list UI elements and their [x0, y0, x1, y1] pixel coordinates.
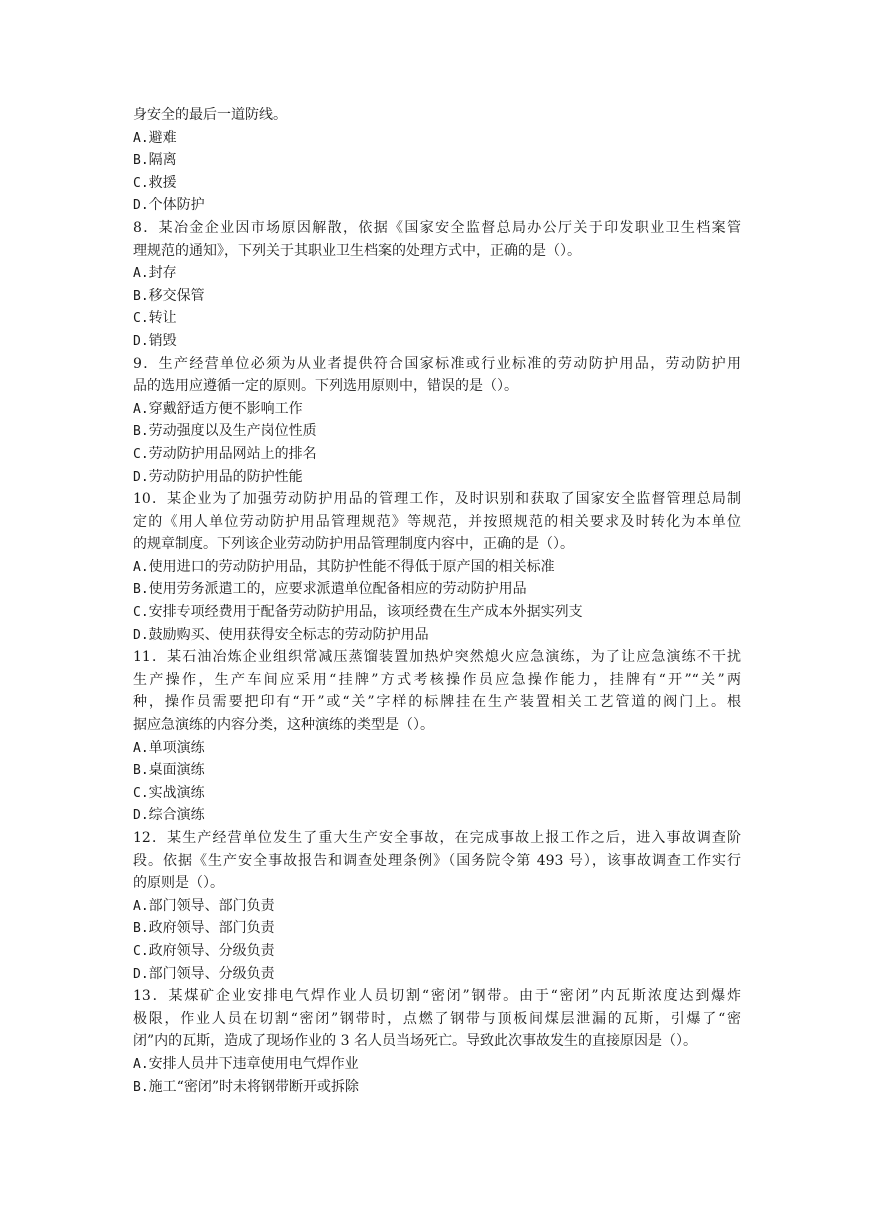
option-letter: B.: [133, 153, 149, 169]
option-d: [133, 624, 741, 647]
document-page: [133, 104, 741, 1098]
question-12: [133, 827, 741, 985]
option-letter: D.: [133, 333, 149, 349]
option-text: 个体防护: [148, 197, 205, 214]
option-letter: A.: [133, 559, 149, 575]
option-letter: A.: [133, 266, 149, 282]
option-letter: A.: [133, 740, 149, 756]
option-text: 部门领导、部门负责: [148, 897, 275, 914]
option-letter: A.: [133, 401, 149, 417]
question-10: [133, 488, 741, 646]
option-d: [133, 466, 741, 489]
option-text: 综合演练: [148, 807, 205, 824]
question-text-line: 生产操作，生产车间应采用“挂牌”方式考核操作员应急操作能力，挂牌有“开”“关”两: [133, 671, 741, 688]
option-letter: B.: [133, 921, 149, 937]
option-text: 安排专项经费用于配备劳动防护用品，该项经费在生产成本外据实列支: [148, 604, 583, 621]
question-13: [133, 985, 741, 1098]
option-c: [133, 443, 741, 466]
option-text: 政府领导、分级负责: [148, 942, 275, 959]
question-9: [133, 353, 741, 489]
option-text: 单项演练: [148, 739, 205, 756]
option-a: [133, 262, 741, 285]
option-letter: C.: [133, 785, 149, 801]
question-text-line: 8．某冶金企业因市场原因解散，依据《国家安全监督总局办公厅关于印发职业卫生档案管: [133, 219, 741, 236]
option-letter: C.: [133, 446, 149, 462]
question-text-line: 9．生产经营单位必须为从业者提供符合国家标准或行业标准的劳动防护用品，劳动防护用: [133, 355, 741, 372]
question-text-line: 13．某煤矿企业安排电气焊作业人员切割“密闭”钢带。由于“密闭”内瓦斯浓度达到爆炸: [133, 988, 741, 1005]
question-text-line: 种，操作员需要把印有“开”或“关”字样的标牌挂在生产装置相关工艺管道的阀门上。根: [133, 694, 741, 711]
question-text-line: 的规章制度。下列该企业劳动防护用品管理制度内容中，正确的是（）。: [133, 536, 574, 553]
question-8: [133, 217, 741, 353]
option-b: [133, 420, 741, 443]
option-text: 劳动防护用品网站上的排名: [148, 445, 317, 462]
option-b: [133, 759, 741, 782]
option-d: [133, 194, 741, 217]
question-text-line: 定的《用人单位劳动防护用品管理规范》等规范，并按照规范的相关要求及时转化为本单位: [133, 513, 741, 530]
option-letter: C.: [133, 605, 149, 621]
option-letter: D.: [133, 469, 149, 485]
option-text: 救援: [148, 174, 177, 191]
option-d: [133, 963, 741, 986]
option-letter: C.: [133, 175, 149, 191]
option-c: [133, 940, 741, 963]
option-b: [133, 149, 741, 172]
option-letter: B.: [133, 288, 149, 304]
question-continuation: [133, 104, 741, 217]
option-letter: C.: [133, 311, 149, 327]
question-text-line: 11．某石油冶炼企业组织常减压蒸馏装置加热炉突然熄火应急演练，为了让应急演练不干扰: [133, 649, 741, 666]
option-text: 封存: [148, 265, 177, 282]
option-d: [133, 804, 741, 827]
question-11: [133, 646, 741, 827]
option-letter: C.: [133, 943, 149, 959]
question-text-line: 极限，作业人员在切割“密闭”钢带时，点燃了钢带与顶板间煤层泄漏的瓦斯，引爆了“密: [133, 1010, 741, 1027]
option-text: 移交保管: [148, 287, 205, 304]
option-a: [133, 556, 741, 579]
option-text: 使用进口的劳动防护用品，其防护性能不得低于原产国的相关标准: [148, 558, 555, 575]
question-text-line: 的原则是（）。: [133, 875, 224, 892]
option-d: [133, 330, 741, 353]
option-letter: D.: [133, 808, 149, 824]
option-text: 政府领导、部门负责: [148, 920, 275, 937]
option-c: [133, 172, 741, 195]
question-text-line: 段。依据《生产安全事故报告和调查处理条例》（国务院令第 493 号），该事故调查工作实行: [133, 852, 741, 869]
option-letter: A.: [133, 130, 149, 146]
option-letter: D.: [133, 966, 149, 982]
option-a: [133, 895, 741, 918]
option-text: 桌面演练: [148, 762, 205, 779]
option-text: 实战演练: [148, 784, 205, 801]
option-text: 销毁: [148, 332, 177, 349]
option-a: [133, 398, 741, 421]
question-text-line: 12．某生产经营单位发生了重大生产安全事故，在完成事故上报工作之后，进入事故调查阶: [133, 830, 741, 846]
option-text: 劳动防护用品的防护性能: [148, 468, 303, 485]
question-text-line: 据应急演练的内容分类，这种演练的类型是（）。: [133, 717, 434, 734]
option-c: [133, 782, 741, 805]
option-a: [133, 127, 741, 150]
option-text: 隔离: [148, 152, 177, 169]
option-b: [133, 917, 741, 940]
option-text: 安排人员井下违章使用电气焊作业: [148, 1055, 359, 1072]
option-text: 部门领导、分级负责: [148, 965, 275, 982]
question-text-line: 闭”内的瓦斯，造成了现场作业的 3 名人员当场死亡。导致此次事故发生的直接原因是（）。: [133, 1033, 697, 1050]
option-letter: B.: [133, 424, 149, 440]
option-text: 避难: [148, 129, 177, 146]
option-text: 施工“密闭”时未将钢带断开或拆除: [148, 1078, 359, 1095]
option-b: [133, 578, 741, 601]
option-letter: B.: [133, 582, 149, 598]
question-text-line: 10．某企业为了加强劳动防护用品的管理工作，及时识别和获取了国家安全监督管理总局制: [133, 491, 741, 508]
option-a: [133, 737, 741, 760]
question-text-line: 身安全的最后一道防线。: [133, 107, 287, 123]
option-letter: D.: [133, 198, 149, 214]
option-text: 穿戴舒适方便不影响工作: [148, 400, 303, 417]
option-text: 转让: [148, 310, 177, 327]
option-b: [133, 285, 741, 308]
option-a: [133, 1053, 741, 1076]
question-text-line: 理规范的通知》，下列关于其职业卫生档案的处理方式中，正确的是（）。: [133, 242, 581, 259]
option-c: [133, 601, 741, 624]
option-c: [133, 307, 741, 330]
option-letter: D.: [133, 627, 149, 643]
option-text: 劳动强度以及生产岗位性质: [148, 423, 317, 440]
option-text: 鼓励购买、使用获得安全标志的劳动防护用品: [148, 626, 429, 643]
option-letter: B.: [133, 1079, 149, 1095]
question-text-line: 品的选用应遵循一定的原则。下列选用原则中，错误的是（）。: [133, 378, 518, 395]
option-letter: A.: [133, 898, 149, 914]
option-b: [133, 1076, 741, 1099]
option-letter: B.: [133, 763, 149, 779]
option-letter: A.: [133, 1056, 149, 1072]
option-text: 使用劳务派遣工的，应要求派遣单位配备相应的劳动防护用品: [148, 581, 527, 598]
